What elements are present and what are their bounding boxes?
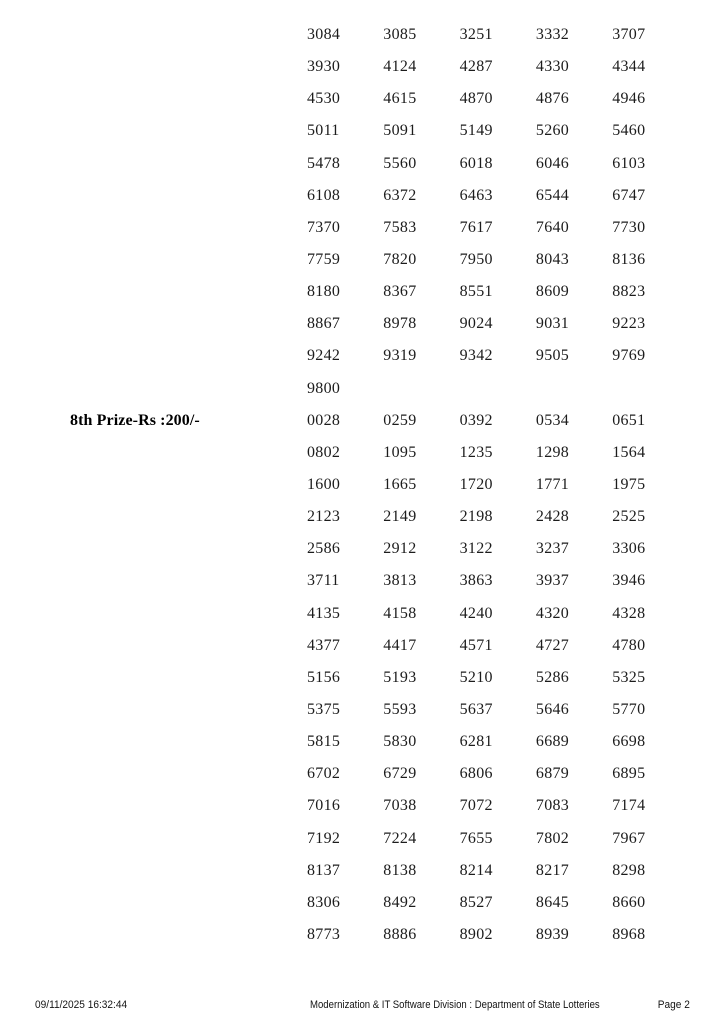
prize-number: 5593	[383, 701, 417, 719]
prize-number: 8939	[535, 926, 570, 943]
prize-number: 0028	[307, 411, 341, 429]
prize-number: 4530	[307, 90, 341, 108]
prize-row	[0, 469, 724, 501]
prize-number: 1095	[383, 443, 417, 461]
prize-number: 7617	[459, 218, 493, 236]
prize-row	[0, 501, 724, 533]
prize-number: 6895	[612, 765, 646, 783]
prize-number: 8902	[459, 926, 493, 943]
prize-number: 5091	[383, 122, 417, 140]
prize-row	[0, 340, 724, 372]
prize-number: 5460	[612, 122, 646, 140]
prize-number: 4870	[459, 90, 493, 108]
prize-number: 1298	[535, 443, 570, 461]
prize-number: 3863	[459, 572, 493, 590]
prize-number: 9031	[535, 315, 570, 333]
prize-section-label: 8th Prize-Rs :200/-	[70, 411, 200, 429]
prize-number: 4330	[535, 58, 570, 76]
prize-row	[0, 115, 724, 147]
prize-number: 0392	[459, 411, 493, 429]
prize-row	[0, 405, 724, 437]
prize-number: 5260	[535, 122, 570, 140]
prize-number: 3332	[535, 26, 570, 44]
prize-number: 9242	[307, 347, 341, 365]
prize-number: 5011	[307, 122, 340, 140]
prize-number: 6698	[612, 733, 646, 751]
prize-number: 3930	[307, 58, 341, 76]
prize-number: 4328	[612, 604, 646, 622]
prize-number: 7016	[307, 797, 341, 815]
prize-row	[0, 855, 724, 887]
prize-number: 7192	[307, 829, 341, 847]
prize-number: 0534	[535, 411, 570, 429]
prize-number: 3707	[612, 26, 646, 44]
prize-number: 6103	[612, 154, 646, 172]
prize-number: 8773	[307, 926, 341, 943]
prize-row	[0, 373, 724, 405]
prize-number: 6689	[535, 733, 570, 751]
prize-number: 9319	[383, 347, 417, 365]
prize-row	[0, 276, 724, 308]
prize-number: 2198	[459, 508, 493, 526]
prize-number: 4135	[307, 604, 341, 622]
prize-number: 5193	[383, 668, 417, 686]
prize-number: 3251	[459, 26, 493, 44]
prize-row	[0, 598, 724, 630]
prize-number: 1720	[459, 476, 493, 494]
prize-number: 4876	[535, 90, 570, 108]
prize-number: 3711	[307, 572, 340, 590]
prize-number: 5830	[383, 733, 417, 751]
prize-number: 8609	[535, 283, 570, 301]
prize-number: 5815	[307, 733, 341, 751]
prize-number-grid	[0, 19, 724, 951]
prize-row	[0, 758, 724, 790]
prize-number: 1771	[535, 476, 570, 494]
prize-number: 6879	[535, 765, 570, 783]
prize-number: 6806	[459, 765, 493, 783]
prize-number: 2149	[383, 508, 417, 526]
prize-number: 3813	[383, 572, 417, 590]
prize-number: 5210	[459, 668, 493, 686]
prize-number: 6544	[535, 186, 570, 204]
prize-number: 8645	[535, 893, 570, 911]
prize-number: 6702	[307, 765, 341, 783]
prize-number: 1564	[612, 443, 646, 461]
prize-number: 5156	[307, 668, 341, 686]
prize-number: 8978	[383, 315, 417, 333]
prize-number: 7083	[535, 797, 570, 815]
prize-number: 8367	[383, 283, 417, 301]
prize-number: 4780	[612, 636, 646, 654]
prize-number: 8298	[612, 861, 646, 879]
prize-row	[0, 790, 724, 822]
prize-number: 6747	[612, 186, 646, 204]
prize-number: 4124	[383, 58, 417, 76]
prize-number: 6018	[459, 154, 493, 172]
prize-number: 2428	[535, 508, 570, 526]
prize-row	[0, 244, 724, 276]
prize-row	[0, 887, 724, 919]
prize-number: 1235	[459, 443, 493, 461]
prize-row	[0, 823, 724, 855]
prize-row	[0, 180, 724, 212]
prize-number: 4240	[459, 604, 493, 622]
prize-number: 7224	[383, 829, 417, 847]
prize-number: 7730	[612, 218, 646, 236]
prize-number: 4417	[383, 636, 417, 654]
prize-number: 8968	[612, 926, 646, 943]
prize-number: 4320	[535, 604, 570, 622]
prize-number: 5325	[612, 668, 646, 686]
prize-number: 9024	[459, 315, 493, 333]
prize-number: 3237	[535, 540, 570, 558]
prize-number: 8180	[307, 283, 341, 301]
prize-row	[0, 437, 724, 469]
prize-number: 7038	[383, 797, 417, 815]
prize-number: 5375	[307, 701, 341, 719]
prize-row	[0, 83, 724, 115]
prize-number: 7820	[383, 251, 417, 269]
prize-row	[0, 212, 724, 244]
prize-number: 4615	[383, 90, 417, 108]
prize-number: 7967	[612, 829, 646, 847]
prize-number: 8823	[612, 283, 646, 301]
prize-number: 7802	[535, 829, 570, 847]
prize-row	[0, 726, 724, 758]
prize-row	[0, 51, 724, 83]
prize-number: 3946	[612, 572, 646, 590]
prize-number: 3085	[383, 26, 417, 44]
prize-number: 9505	[535, 347, 570, 365]
prize-row	[0, 694, 724, 726]
prize-row	[0, 662, 724, 694]
prize-number: 8867	[307, 315, 341, 333]
prize-number: 6729	[383, 765, 417, 783]
prize-row	[0, 308, 724, 340]
prize-number: 2586	[307, 540, 341, 558]
prize-number: 4727	[535, 636, 570, 654]
prize-number: 6281	[459, 733, 493, 751]
prize-number: 3306	[612, 540, 646, 558]
prize-number: 1665	[383, 476, 417, 494]
prize-number: 5149	[459, 122, 493, 140]
prize-number: 3122	[459, 540, 493, 558]
prize-number: 8660	[612, 893, 646, 911]
prize-number: 2912	[383, 540, 417, 558]
prize-number: 8217	[535, 861, 570, 879]
prize-number: 2123	[307, 508, 341, 526]
prize-number: 7072	[459, 797, 493, 815]
prize-number: 9223	[612, 315, 646, 333]
prize-number: 6372	[383, 186, 417, 204]
prize-number: 8492	[383, 893, 417, 911]
prize-number: 6046	[535, 154, 570, 172]
prize-row	[0, 533, 724, 565]
prize-number: 5770	[612, 701, 646, 719]
prize-number: 5646	[535, 701, 570, 719]
prize-number: 2525	[612, 508, 646, 526]
prize-number: 4377	[307, 636, 341, 654]
prize-row	[0, 919, 724, 951]
prize-number: 8214	[459, 861, 493, 879]
page-footer	[0, 999, 724, 1013]
prize-number: 8138	[383, 861, 417, 879]
prize-number: 4287	[459, 58, 493, 76]
prize-number: 4571	[459, 636, 493, 654]
prize-number: 7174	[612, 797, 646, 815]
prize-number: 8551	[459, 283, 493, 301]
prize-row	[0, 630, 724, 662]
prize-number: 3937	[535, 572, 570, 590]
prize-number: 6463	[459, 186, 493, 204]
prize-number: 4344	[612, 58, 646, 76]
prize-number: 6108	[307, 186, 341, 204]
prize-number: 4158	[383, 604, 417, 622]
prize-number: 7655	[459, 829, 493, 847]
prize-row	[0, 565, 724, 597]
prize-number: 7759	[307, 251, 341, 269]
prize-number: 7370	[307, 218, 341, 236]
prize-number: 7950	[459, 251, 493, 269]
footer-page-number: Page 2	[657, 999, 690, 1011]
prize-number: 8886	[383, 926, 417, 943]
prize-number: 5637	[459, 701, 493, 719]
prize-number: 8306	[307, 893, 341, 911]
prize-number: 8137	[307, 861, 341, 879]
prize-number: 0651	[612, 411, 646, 429]
prize-number: 1975	[612, 476, 646, 494]
prize-number: 5478	[307, 154, 341, 172]
prize-number: 0802	[307, 443, 341, 461]
prize-number: 8043	[535, 251, 570, 269]
prize-number: 5560	[383, 154, 417, 172]
prize-number: 1600	[307, 476, 341, 494]
prize-number: 7640	[535, 218, 570, 236]
prize-row	[0, 19, 724, 51]
footer-division: Modernization & IT Software Division : Department of State Lotteries	[310, 999, 600, 1011]
prize-number: 7583	[383, 218, 417, 236]
footer-datetime: 09/11/2025 16:32:44	[35, 999, 128, 1011]
prize-number: 3084	[307, 26, 341, 44]
prize-number: 8136	[612, 251, 646, 269]
prize-number: 0259	[383, 411, 417, 429]
prize-number: 9342	[459, 347, 493, 365]
prize-number: 5286	[535, 668, 570, 686]
prize-number: 8527	[459, 893, 493, 911]
prize-number: 9800	[307, 379, 341, 397]
prize-number: 4946	[612, 90, 646, 108]
prize-number: 9769	[612, 347, 646, 365]
prize-row	[0, 148, 724, 180]
